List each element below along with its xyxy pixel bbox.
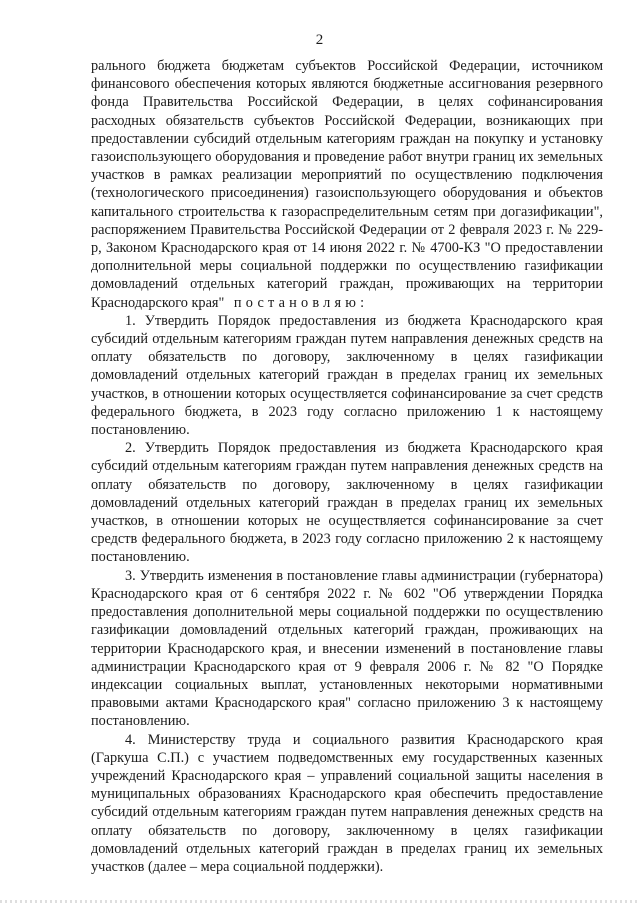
intro-text: рального бюджета бюджетам субъектов Российской Федерации, источником финансового обеспечения которых являются бюджетные ассигнования резервного фонда Правительства Российской Федерации, в целях софинансирования расходных обязательств субъектов Российской Федерации, возникающих при предоставлении субсидий отдельным категориям граждан на покупку и установку газоиспользующего оборудования и проведение работ внутри границ их земельных участков в рамках реализации мероприятий по осуществлению подключения (технологического присоединения) газоиспользующего оборудования и объектов капитального строительства к газораспределительным сетям при догазификации", распоряжением Правительства Российской Федерации от 2 февраля 2023 г. № 229-р, Законом Краснодарского края от 14 июня 2022 г. № 4700-КЗ "О предоставлении дополнительной меры социальной поддержки по осуществлению газификации домовладений отдельных категорий граждан, проживающих на территории Краснодарского края": [91, 58, 603, 311]
paragraph-4: 4. Министерству труда и социального развития Краснодарского края (Гаркуша С.П.) с участием подведомственных ему государственных казенных учреждений Краснодарского края – управлений социальной защиты населения в муниципальных образованиях Краснодарского края обеспечить предоставление субсидий отдельным категориям граждан путем направления денежных средств на оплату обязательств по договору, заключенному в целях газификации домовладений отдельных категорий граждан в пределах границ их земельных участков (далее – мера социальной поддержки).: [91, 731, 603, 875]
paragraph-2: 2. Утвердить Порядок предоставления из бюджета Краснодарского края субсидий отдельным категориям граждан путем направления денежных средств на оплату обязательств по договору, заключенному в целях газификации домовладений отдельных категорий граждан в пределах границ их земельных участков, в отношении которых не осуществляется софинансирование за счет средств федерального бюджета, в 2023 году согласно приложению 2 к настоящему постановлению.: [91, 440, 603, 566]
scan-edge-mark: [0, 900, 639, 903]
resolve-word: постановляю:: [233, 294, 369, 311]
intro-paragraph: [91, 57, 603, 312]
page-number: 2: [315, 32, 324, 48]
document-body: [91, 57, 603, 876]
paragraph-1: 1. Утвердить Порядок предоставления из бюджета Краснодарского края субсидий отдельным категориям граждан путем направления денежных средств на оплату обязательств по договору, заключенному в целях газификации домовладений отдельных категорий граждан в пределах границ их земельных участков, в отношении которых осуществляется софинансирование за счет средств федерального бюджета, в 2023 году согласно приложению 1 к настоящему постановлению.: [91, 312, 603, 439]
paragraph-3: 3. Утвердить изменения в постановление главы администрации (губернатора) Краснодарского края от 6 сентября 2022 г. № 602 "Об утверждении Порядка предоставления дополнительной меры социальной поддержки по осуществлению газификации домовладений отдельных категорий граждан, проживающих на территории Краснодарского края, и внесении изменений в постановление главы администрации Краснодарского края от 9 февраля 2006 г. № 82 "О Порядке индексации социальных выплат, установленных некоторыми нормативными правовыми актами Краснодарского края" согласно приложению 3 к настоящему постановлению.: [91, 567, 603, 730]
